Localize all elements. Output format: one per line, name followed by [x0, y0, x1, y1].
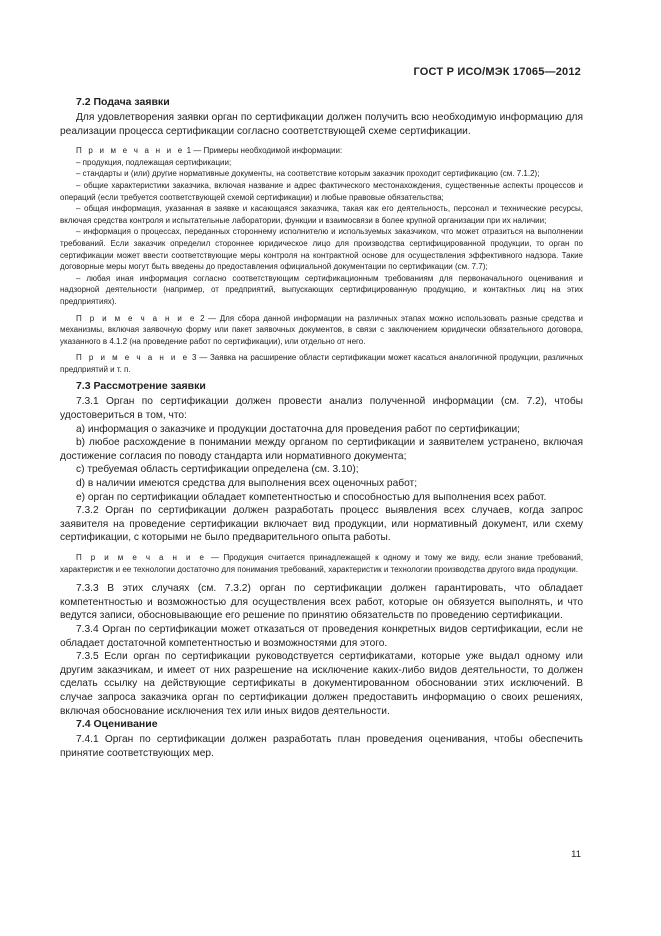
note-1-item: – любая иная информация согласно соответствующим сертификационным требованиям для первоначального оценивания и надзорной деятельности (например, от предприятий, выпускающих сертифицированную продукцию, и контактных лиц на этих предприятиях). — [60, 273, 583, 306]
clause-7-3-4: 7.3.4 Орган по сертификации может отказаться от проведения конкретных видов сертификации, если не обладает достаточной компетентностью и возможностями для этого. — [60, 623, 583, 649]
note-2-text: 2 — Для сбора данной информации на различных этапах можно использовать разные средства и механизмы, включая заявочную форму или пакет заявочных документов, в связи с заключением юридически обязательного договора, указанного в 4.1.2 (на проведение работ по сертификации), или отдельно от него. — [60, 313, 583, 346]
page-number: 11 — [571, 849, 581, 860]
page-content — [60, 96, 583, 760]
note-1-label: П р и м е ч а н и е — [76, 146, 185, 156]
note-1-item: – общие характеристики заказчика, включая название и адрес фактического местонахождения, существенные аспекты процессов и операций (если требуется соответствующей схемой сертификации) и любые правовые обязательства; — [60, 180, 583, 202]
note-3 — [60, 352, 583, 375]
list-item-e: e) орган по сертификации обладает компетентностью и способностью для выполнения всех работ. — [76, 491, 547, 503]
list-item-b: b) любое расхождение в понимании между органом по сертификации и заявителем устранено, включая достижение согласия по поводу стандарта или нормативного документа; — [60, 437, 583, 462]
clause-7-3-2: 7.3.2 Орган по сертификации должен разработать процесс выявления всех случаев, когда запрос заявителя на проведение сертификации включает вид продукции, или нормативный документ, или схему сертификации, с которыми не было предварительного опыта работы. — [60, 505, 583, 544]
note-1-item: – информация о процессах, переданных стороннему исполнителю и используемых заказчиком, что может отразиться на выполнении требований. Если заказчик определил стороннее юридическое лицо для производства сертифицированной продукции, то орган по сертификации может ввести соответствующие меры контроля на контрактной основе для осуществления эффективного надзора. Такие договорные меры могут быть введены до предоставления официальной документации по сертификации (см. 7.7); — [60, 227, 583, 272]
section-7-2-paragraph: Для удовлетворения заявки орган по сертификации должен получить всю необходимую информацию для реализации процесса сертификации согласно соответствующей схеме сертификации. — [60, 112, 583, 137]
standard-header: ГОСТ Р ИСО/МЭК 17065—2012 — [413, 66, 581, 78]
note-1 — [60, 145, 583, 157]
note-label: П р и м е ч а н и е — [76, 553, 207, 562]
list-item-c: c) требуемая область сертификации определена (см. 3.10); — [76, 464, 359, 476]
note-2 — [60, 313, 583, 348]
section-7-3-heading: 7.3 Рассмотрение заявки — [76, 380, 206, 393]
clause-7-4-1: 7.4.1 Орган по сертификации должен разработать план проведения оценивания, чтобы обеспечить принятие соответствующих мер. — [60, 734, 583, 759]
clause-7-3-3: 7.3.3 В этих случаях (см. 7.3.2) орган по сертификации должен гарантировать, что обладает компетентностью и возможностью для осуществления всех работ, которые он обязуется выполнять, и что ведутся записи, обосновывающие его решение по принятию обязательств по проведению сертификации. — [60, 583, 583, 622]
note-1-text: 1 — Примеры необходимой информации: — [184, 146, 343, 156]
section-7-2-heading: 7.2 Подача заявки — [76, 96, 170, 108]
list-item-d: d) в наличии имеются средства для выполнения всех оценочных работ; — [76, 478, 418, 490]
note-3-label: П р и м е ч а н и е — [76, 353, 190, 363]
note-text: — Продукция считается принадлежащей к одному и тому же виду, если знание требований, характеристик и ее технологии достаточно для понимания требований, характеристик и технологии производства другого вида продукции. — [60, 553, 583, 574]
list-item-a: а) информация о заказчике и продукции достаточна для проведения работ по сертификации; — [76, 423, 520, 435]
clause-7-3-5: 7.3.5 Если орган по сертификации руководствуется сертификатами, которые уже выдал одному или другим заказчикам, и имеет от них разрешение на исключение каких-либо видов деятельности, то должен сделать ссылку на действующие сертификаты в документированном обосновании этих исключений. В случае запроса заказчика орган по сертификации должен предоставить информацию о своих решениях, включая обоснование исключения тех или иных видов деятельности. — [60, 651, 583, 717]
note-1-item: – стандарты и (или) другие нормативные документы, на соответствие которым заказчик проходит сертификацию (см. 7.1.2); — [76, 169, 540, 179]
note-2-label: П р и м е ч а н и е — [76, 313, 197, 323]
clause-7-3-1: 7.3.1 Орган по сертификации должен провести анализ полученной информации (см. 7.2), чтобы удостовериться в том, что: — [60, 396, 583, 422]
note-3-text: 3 — Заявка на расширение области сертификации может касаться аналогичной продукции, различных предприятий и т. п. — [60, 353, 584, 374]
note-1-item: – продукция, подлежащая сертификации; — [76, 157, 232, 167]
section-7-4-heading: 7.4 Оценивание — [76, 718, 158, 731]
note-product-type — [60, 552, 583, 575]
note-1-item: – общая информация, указанная в заявке и касающаяся заказчика, такая как его деятельность, персонал и технические ресурсы, включая средства контроля и испытательные лаборатории, функции и взаимосвязи в более крупной организации при их наличии; — [60, 204, 583, 225]
